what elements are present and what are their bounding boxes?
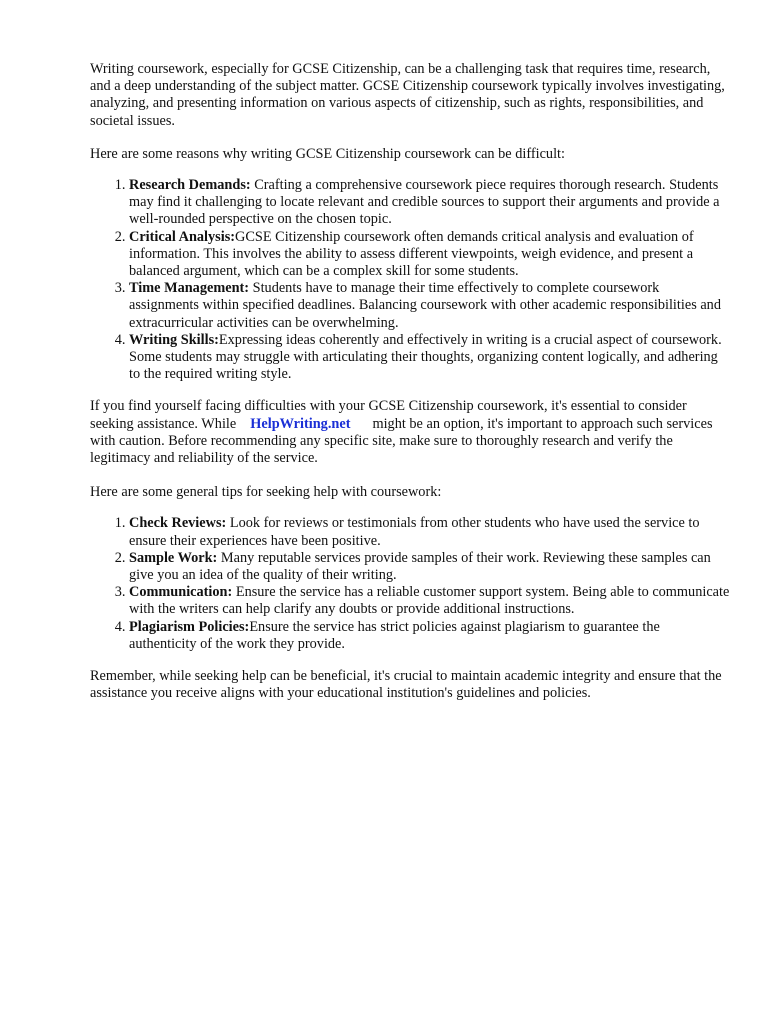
list-item (129, 280, 730, 332)
list-item-term: Check Reviews: (129, 515, 227, 532)
list-item-text: Expressing ideas coherently and effectively in writing is a crucial aspect of coursework. Some students may struggle with articulating their thoughts, organizing content logically, and adhering to the required writing style. (129, 331, 722, 383)
list-item (129, 619, 730, 653)
list-item-text: Look for reviews or testimonials from other students who have used the service to ensure their experiences have been positive. (129, 515, 700, 549)
list-item-term: Communication: (129, 584, 233, 601)
help-text-before: If you find yourself facing difficulties with your GCSE Citizenship coursework, it's essential to consider seeking assistance. While (90, 398, 687, 432)
list-item (129, 515, 730, 549)
list-item-term: Sample Work: (129, 549, 218, 566)
list-item-text: Ensure the service has a reliable customer support system. Being able to communicate with the writers can help clarify any doubts or provide additional instructions. (129, 584, 730, 618)
list-item-term: Research Demands: (129, 177, 251, 194)
list-item (129, 332, 730, 384)
tips-lead-paragraph: Here are some general tips for seeking help with coursework: (90, 484, 442, 501)
list-item-text: Many reputable services provide samples of their work. Reviewing these samples can give you an idea of the quality of their writing. (129, 549, 711, 584)
list-item-term: Plagiarism Policies: (129, 618, 250, 635)
intro-paragraph: Writing coursework, especially for GCSE Citizenship, can be a challenging task that requires time, research, and a deep understanding of the subject matter. GCSE Citizenship coursework typically involves investigating, analyzing, and presenting information on various aspects of citizenship, such as rights, responsibilities, and societal issues. (90, 61, 725, 129)
help-text-after: might be an option, it's important to approach such services with caution. Before recommending any specific site, make sure to thoroughly research and verify the legitimacy and reliability of the service. (90, 415, 713, 467)
tips-list (90, 515, 730, 653)
list-item-text: Students have to manage their time effectively to complete coursework assignments within specified deadlines. Balancing coursework with other academic responsibilities and extracurricular activities can be overwhelming. (129, 280, 721, 331)
list-item (129, 550, 730, 584)
list-item-term: Writing Skills: (129, 331, 219, 348)
help-paragraph (90, 398, 730, 467)
document-body (90, 61, 730, 703)
list-item (129, 177, 730, 229)
reasons-list (90, 177, 730, 383)
closing-paragraph: Remember, while seeking help can be beneficial, it's crucial to maintain academic integrity and ensure that the assistance you receive aligns with your educational institution's guidelines and policies. (90, 668, 722, 702)
list-item-text: Crafting a comprehensive coursework piece requires thorough research. Students may find it challenging to locate relevant and credible sources to support their arguments and provide a well-rounded perspective on the chosen topic. (129, 177, 720, 228)
list-item (129, 229, 730, 281)
reasons-lead-paragraph: Here are some reasons why writing GCSE Citizenship coursework can be difficult: (90, 145, 565, 162)
list-item-term: Time Management: (129, 280, 250, 297)
list-item-text: GCSE Citizenship coursework often demands critical analysis and evaluation of information. This involves the ability to assess different viewpoints, weigh evidence, and present a balanced argument, which can be a complex skill for some students. (129, 228, 694, 280)
list-item-term: Critical Analysis: (129, 228, 236, 245)
list-item (129, 584, 730, 618)
helpwriting-link[interactable]: HelpWriting.net (250, 415, 351, 432)
list-item-text: Ensure the service has strict policies against plagiarism to guarantee the authenticity of the work they provide. (129, 618, 660, 652)
